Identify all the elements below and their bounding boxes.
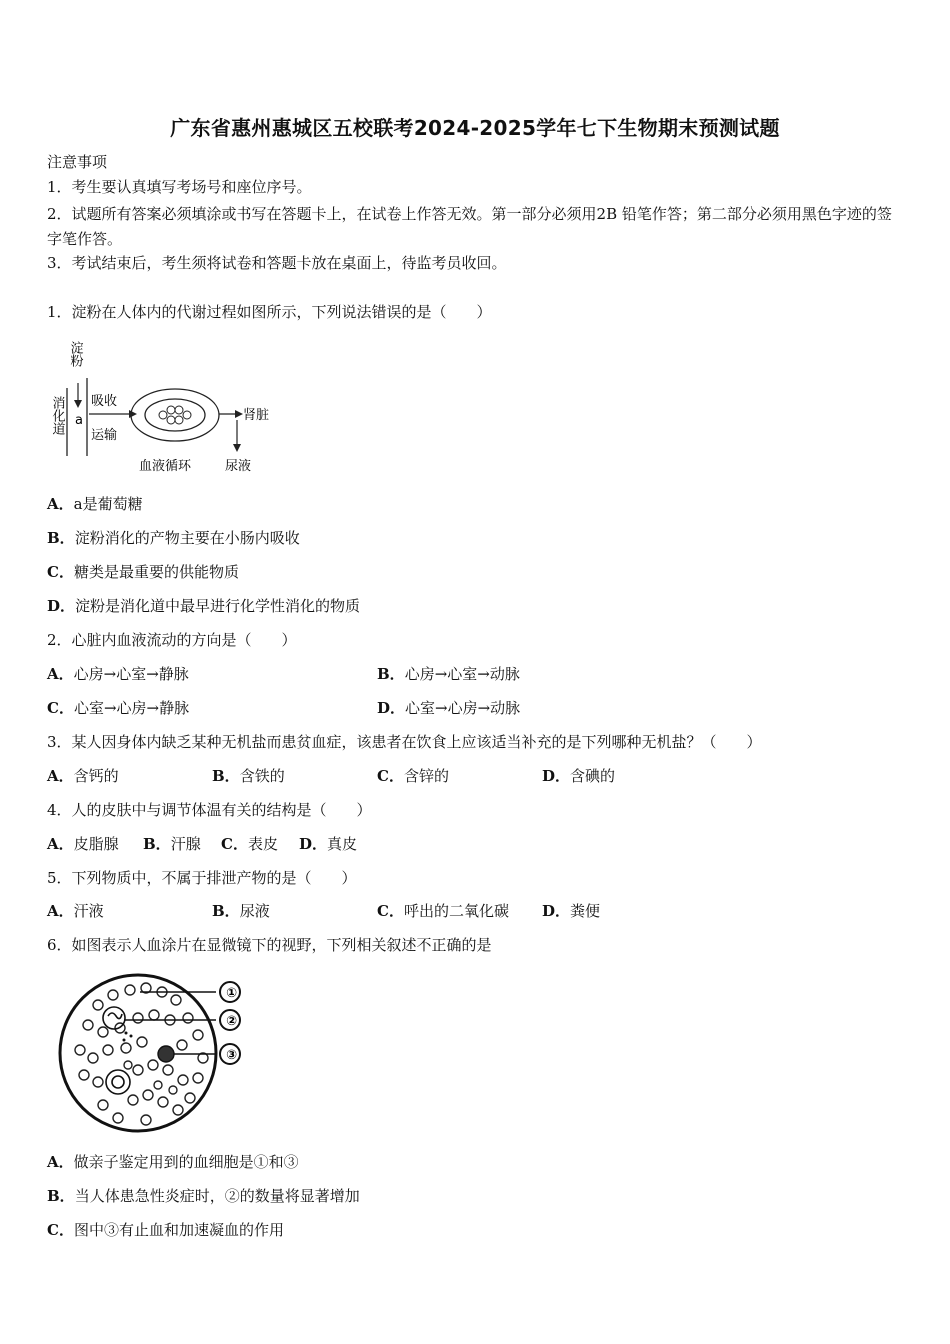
diagram-kidney-label: 肾脏 xyxy=(243,408,270,423)
diagram-tract-label: 消化道 xyxy=(49,396,65,435)
diagram-transport-label: 运输 xyxy=(91,428,118,443)
q4-option-d: D．真皮 xyxy=(299,835,358,853)
q5-option-d: D．粪便 xyxy=(542,902,601,920)
q3-stem: 3．某人因身体内缺乏某种无机盐而患贫血症，该患者在饮食上应该适当补充的是下列哪种无机盐？（ ） xyxy=(47,733,762,751)
notice-item-1: 1．考生要认真填写考场号和座位序号。 xyxy=(47,178,312,196)
q2-option-c: C．心室→心房→静脉 xyxy=(47,699,190,717)
diagram-circulation-label: 血液循环 xyxy=(139,459,192,474)
q5-stem: 5．下列物质中，不属于排泄产物的是（ ） xyxy=(47,869,357,887)
diagram-label-2: ② xyxy=(226,1014,238,1029)
diagram-starch-label: 淀粉 xyxy=(67,341,83,367)
diagram-label-3: ③ xyxy=(226,1048,238,1063)
q5-option-a: A．汗液 xyxy=(47,902,104,920)
q4-stem: 4．人的皮肤中与调节体温有关的结构是（ ） xyxy=(47,801,372,819)
notice-item-2: 2．试题所有答案必须填涂或书写在答题卡上，在试卷上作答无效。第一部分必须用2B 铅笔作答；第二部分必须用黑色字迹的签字笔作答。 xyxy=(47,205,892,248)
q3-option-d: D．含碘的 xyxy=(542,767,616,785)
q3-option-c: C．含锌的 xyxy=(377,767,449,785)
page-title: 广东省惠州惠城区五校联考2024-2025学年七下生物期末预测试题 xyxy=(170,116,780,140)
q1-stem: 1．淀粉在人体内的代谢过程如图所示，下列说法错误的是（ ） xyxy=(47,303,492,321)
q4-option-b: B．汗腺 xyxy=(143,835,201,853)
q1-option-a: A．a是葡萄糖 xyxy=(47,495,143,513)
q6-option-b: B．当人体患急性炎症时，②的数量将显著增加 xyxy=(47,1187,360,1205)
q6-stem: 6．如图表示人血涂片在显微镜下的视野，下列相关叙述不正确的是 xyxy=(47,936,492,954)
starch-metabolism-diagram xyxy=(45,338,285,478)
diagram-label-1: ① xyxy=(226,986,238,1001)
q2-option-b: B．心房→心室→动脉 xyxy=(377,665,520,683)
diagram-a-label: a xyxy=(75,413,83,428)
notice-heading: 注意事项 xyxy=(47,153,108,171)
q6-option-a: A．做亲子鉴定用到的血细胞是①和③ xyxy=(47,1153,299,1171)
q1-option-d: D．淀粉是消化道中最早进行化学性消化的物质 xyxy=(47,597,361,615)
q1-option-b: B．淀粉消化的产物主要在小肠内吸收 xyxy=(47,529,300,547)
diagram-urine-label: 尿液 xyxy=(225,459,252,474)
q3-option-a: A．含钙的 xyxy=(47,767,119,785)
q1-option-c: C．糖类是最重要的供能物质 xyxy=(47,563,239,581)
q4-option-c: C．表皮 xyxy=(221,835,278,853)
q3-option-b: B．含铁的 xyxy=(212,767,285,785)
q2-stem: 2．心脏内血液流动的方向是（ ） xyxy=(47,631,297,649)
q4-option-a: A．皮脂腺 xyxy=(47,835,119,853)
notice-item-3: 3．考试结束后，考生须将试卷和答题卡放在桌面上，待监考员收回。 xyxy=(47,254,507,272)
diagram-absorb-label: 吸收 xyxy=(91,394,118,409)
blood-smear-diagram xyxy=(58,970,258,1140)
q5-option-c: C．呼出的二氧化碳 xyxy=(377,902,509,920)
q5-option-b: B．尿液 xyxy=(212,902,270,920)
q2-option-d: D．心室→心房→动脉 xyxy=(377,699,521,717)
q6-option-c: C．图中③有止血和加速凝血的作用 xyxy=(47,1221,284,1239)
q2-option-a: A．心房→心室→静脉 xyxy=(47,665,189,683)
